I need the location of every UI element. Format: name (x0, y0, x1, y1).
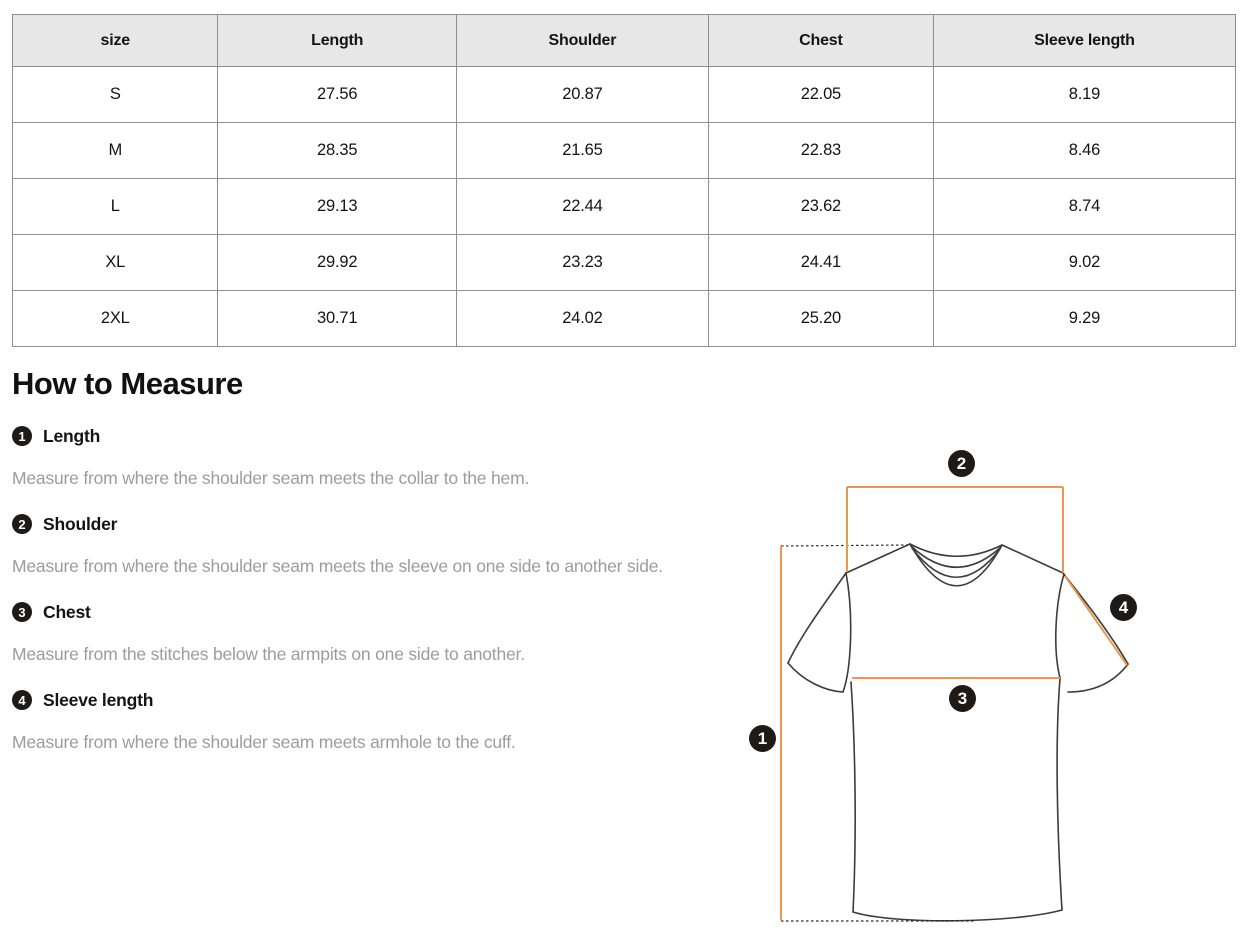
cell-size: 2XL (13, 291, 218, 347)
measure-item-shoulder-head (12, 512, 772, 536)
cell-sleeve: 9.02 (933, 235, 1235, 291)
cell-sleeve: 8.46 (933, 123, 1235, 179)
measure-item-length-description: Measure from where the shoulder seam meets the collar to the hem. (12, 468, 530, 488)
measure-item-shoulder (12, 512, 772, 577)
cell-length: 27.56 (218, 67, 456, 123)
col-header-length: Length (218, 15, 456, 67)
measure-item-length-head (12, 424, 772, 448)
col-header-sleeve-length: Sleeve length (933, 15, 1235, 67)
measure-item-sleeve-length (12, 688, 772, 753)
measure-instructions-list (12, 424, 772, 776)
cell-chest: 23.62 (708, 179, 933, 235)
measure-item-chest-label: Chest (43, 601, 91, 622)
measure-item-chest (12, 600, 772, 665)
cell-sleeve: 8.19 (933, 67, 1235, 123)
cell-length: 29.92 (218, 235, 456, 291)
cell-shoulder: 24.02 (456, 291, 708, 347)
cell-shoulder: 22.44 (456, 179, 708, 235)
cell-chest: 22.83 (708, 123, 933, 179)
table-row-l (13, 179, 1236, 235)
measure-item-chest-head (12, 600, 772, 624)
measure-item-sleeve-length-head (12, 688, 772, 712)
tshirt-diagram-svg (729, 439, 1241, 941)
diagram-marker-4-sleeve: 4 (1110, 594, 1137, 621)
size-chart-body (13, 67, 1236, 347)
how-to-measure-title: How to Measure (12, 366, 243, 401)
size-chart-table (12, 14, 1236, 347)
table-header-row (13, 15, 1236, 67)
diagram-marker-3-chest: 3 (949, 685, 976, 712)
cell-size: XL (13, 235, 218, 291)
cell-chest: 24.41 (708, 235, 933, 291)
table-row-m (13, 123, 1236, 179)
measure-item-sleeve-length-label: Sleeve length (43, 689, 154, 710)
diagram-marker-1-length: 1 (749, 725, 776, 752)
diagram-marker-2-shoulder: 2 (948, 450, 975, 477)
table-row-xl (13, 235, 1236, 291)
size-chart-header (13, 15, 1236, 67)
cell-chest: 22.05 (708, 67, 933, 123)
measure-item-sleeve-length-description: Measure from where the shoulder seam meets armhole to the cuff. (12, 732, 516, 752)
table-row-2xl (13, 291, 1236, 347)
cell-chest: 25.20 (708, 291, 933, 347)
col-header-size: size (13, 15, 218, 67)
dotted-reference-lines (781, 545, 974, 921)
cell-size: L (13, 179, 218, 235)
cell-shoulder: 21.65 (456, 123, 708, 179)
number-3-badge: 3 (12, 602, 32, 622)
number-1-badge: 1 (12, 426, 32, 446)
cell-shoulder: 20.87 (456, 67, 708, 123)
cell-sleeve: 9.29 (933, 291, 1235, 347)
number-4-badge: 4 (12, 690, 32, 710)
measure-item-length (12, 424, 772, 489)
measure-item-chest-description: Measure from the stitches below the armpits on one side to another. (12, 644, 525, 664)
cell-shoulder: 23.23 (456, 235, 708, 291)
tshirt-measurement-diagram (729, 439, 1241, 941)
cell-length: 30.71 (218, 291, 456, 347)
col-header-chest: Chest (708, 15, 933, 67)
cell-length: 29.13 (218, 179, 456, 235)
number-2-badge: 2 (12, 514, 32, 534)
measure-item-length-label: Length (43, 425, 101, 446)
cell-sleeve: 8.74 (933, 179, 1235, 235)
cell-size: M (13, 123, 218, 179)
sleeve-measure-line (1065, 576, 1127, 665)
measure-item-shoulder-description: Measure from where the shoulder seam meets the sleeve on one side to another side. (12, 556, 663, 576)
col-header-shoulder: Shoulder (456, 15, 708, 67)
cell-size: S (13, 67, 218, 123)
table-row-s (13, 67, 1236, 123)
tshirt-outline (788, 544, 1128, 921)
measure-item-shoulder-label: Shoulder (43, 513, 118, 534)
cell-length: 28.35 (218, 123, 456, 179)
